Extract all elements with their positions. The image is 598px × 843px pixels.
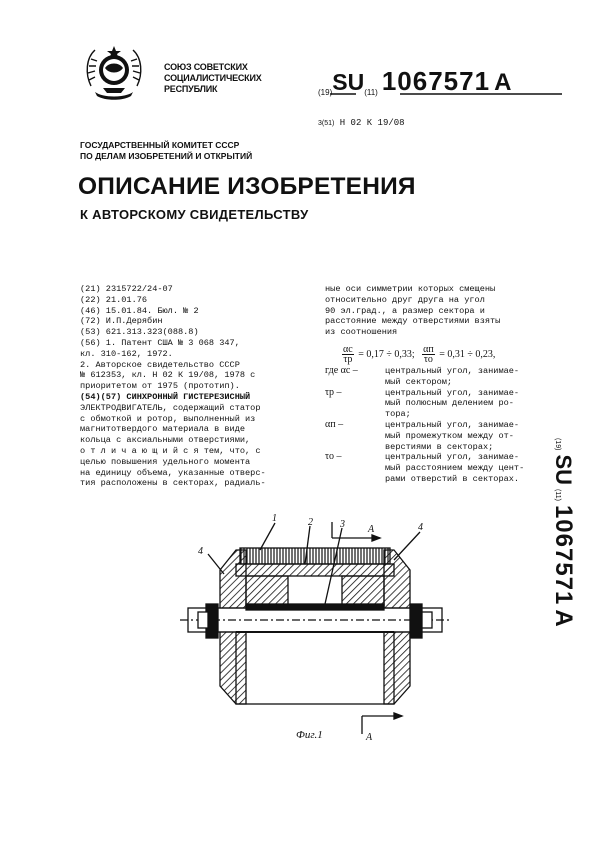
- committee: [80, 140, 252, 162]
- part-label-3: 3: [340, 519, 345, 530]
- vertical-tag-1: (19): [554, 438, 561, 451]
- text-line: тия расположены в секторах, радиаль-: [80, 478, 266, 489]
- definition-line: мый сектором;: [385, 376, 453, 387]
- definition-line: центральный угол, занимае-: [385, 419, 520, 430]
- section-mark-bottom: А: [366, 732, 373, 743]
- text-line: целью повышения удельного момента: [80, 456, 251, 467]
- definitions: [325, 366, 565, 485]
- fraction-2-numerator: αп: [423, 344, 434, 355]
- text-line: 90 эл.град., а размер сектора и: [325, 305, 485, 316]
- motor-section-drawing: [180, 508, 450, 746]
- committee-line-1: ГОСУДАРСТВЕННЫЙ КОМИТЕТ СССР: [80, 140, 240, 150]
- definition-symbol: τр –: [325, 386, 342, 398]
- patent-number-underline: [330, 92, 562, 98]
- fraction-2-denominator: τо: [423, 354, 433, 365]
- text-line: (54)(57) СИНХРОННЫЙ ГИСТЕРЕЗИСНЫЙ: [80, 391, 251, 402]
- text-line: кольца с аксиальными отверстиями,: [80, 435, 251, 446]
- committee-line-2: ПО ДЕЛАМ ИЗОБРЕТЕНИЙ И ОТКРЫТИЙ: [80, 151, 253, 161]
- text-line: ЭЛЕКТРОДВИГАТЕЛЬ, содержащий статор: [80, 402, 261, 413]
- agency-line-1: СОЮЗ СОВЕТСКИХ: [164, 62, 248, 72]
- part-label-1: 1: [272, 513, 277, 524]
- text-line: (72) И.П.Дерябин: [80, 316, 163, 327]
- figure-caption: Фиг.1: [296, 729, 323, 741]
- text-line: относительно друг друга на угол: [325, 294, 485, 305]
- text-line: кл. 310-162, 1972.: [80, 348, 173, 359]
- vertical-tag-2: (11): [554, 489, 561, 501]
- text-line: приоритетом от 1975 (прототип).: [80, 381, 240, 392]
- definition-line: тора;: [385, 409, 411, 420]
- text-line: (56) 1. Патент США № 3 068 347,: [80, 337, 240, 348]
- text-line: с обмоткой и ротор, выполненный из: [80, 413, 256, 424]
- document-subtitle: К АВТОРСКОМУ СВИДЕТЕЛЬСТВУ: [80, 207, 309, 222]
- part-label-4-right: 4: [418, 522, 423, 533]
- definition-line: мый промежутком между от-: [385, 430, 514, 441]
- vertical-kind-code: A: [550, 609, 577, 628]
- definition-line: центральный угол, занимае-: [385, 387, 520, 398]
- country-tag: (19): [318, 88, 333, 97]
- ipc-classification: [318, 118, 405, 128]
- ipc-code: Н 02 К 19/08: [339, 118, 405, 128]
- country-code: SU: [332, 69, 365, 95]
- text-line: ные оси симметрии которых смещены: [325, 284, 496, 294]
- text-line: 2. Авторское свидетельство СССР: [80, 359, 240, 370]
- vertical-country-code: SU: [551, 454, 576, 486]
- text-line: на единицу объема, указанные отверс-: [80, 467, 266, 478]
- claim-continuation: [325, 284, 561, 338]
- fraction-2-value: = 0,31 ÷ 0,23,: [439, 348, 496, 360]
- definition-symbol: αп –: [325, 418, 344, 430]
- fraction-1-value: = 0,17 ÷ 0,33;: [358, 348, 415, 360]
- agency-line-2: СОЦИАЛИСТИЧЕСКИХ: [164, 73, 262, 83]
- definition-symbol: τо –: [325, 451, 342, 463]
- fraction-1: [342, 345, 354, 364]
- fraction-2: [422, 345, 435, 364]
- agency-line-3: РЕСПУБЛИК: [164, 84, 218, 94]
- definition-line: центральный угол, занимае-: [385, 366, 520, 376]
- text-line: (46) 15.01.84. Бюл. № 2: [80, 305, 199, 316]
- text-line: (22) 21.01.76: [80, 294, 148, 305]
- vertical-patent-number: 1067571: [550, 504, 577, 606]
- text-line: (21) 2315722/24-07: [80, 284, 173, 294]
- text-line: магнитотвердого материала в виде: [80, 424, 246, 435]
- section-mark-top: А: [368, 524, 375, 535]
- text-line: из соотношения: [325, 327, 398, 338]
- text-line: расстояние между отверстиями взяты: [325, 316, 501, 327]
- definition-line: мый полюсным делением ро-: [385, 398, 514, 409]
- document-title: ОПИСАНИЕ ИЗОБРЕТЕНИЯ: [78, 173, 416, 200]
- issuing-state: [164, 62, 262, 95]
- text-line: о т л и ч а ю щ и й с я тем, что, с: [80, 445, 261, 456]
- formula: [342, 345, 495, 364]
- definition-line: мый расстоянием между цент-: [385, 463, 525, 474]
- fraction-1-numerator: αс: [343, 344, 353, 355]
- definition-item: [325, 366, 565, 388]
- definition-line: рами отверстий в секторах.: [385, 473, 520, 484]
- definition-line: верстиями в секторах;: [385, 441, 494, 452]
- definition-item: [325, 452, 565, 484]
- definition-line: центральный угол, занимае-: [385, 452, 520, 463]
- text-line: № 612353, кл. Н 02 К 19/08, 1978 с: [80, 370, 256, 381]
- ipc-tag: 3(51): [318, 120, 335, 127]
- kind-code: A: [494, 69, 512, 96]
- number-tag: (11): [364, 88, 378, 97]
- bibliography-and-claim: [80, 284, 318, 489]
- definition-item: [325, 388, 565, 420]
- text-line: (53) 621.313.323(088.8): [80, 327, 199, 338]
- part-label-2: 2: [308, 517, 313, 528]
- patent-number: 1067571: [381, 66, 491, 96]
- definition-item: [325, 420, 565, 452]
- definition-symbol: где αс –: [325, 365, 358, 376]
- vertical-patent-stamp: [551, 438, 577, 698]
- fraction-1-denominator: τр: [343, 354, 353, 365]
- part-label-4-left: 4: [198, 546, 203, 557]
- ussr-emblem-icon: [83, 40, 145, 104]
